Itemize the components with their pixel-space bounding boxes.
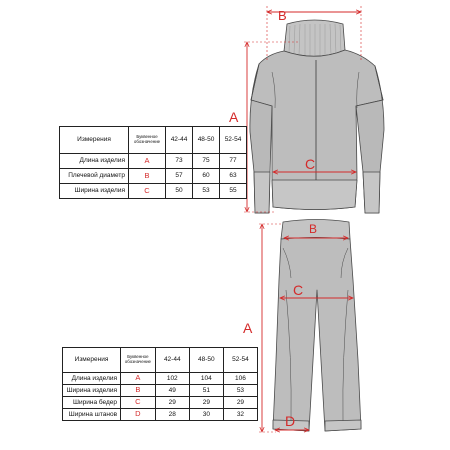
row-letter: B	[129, 169, 166, 184]
header-size-52-54: 52-54	[223, 348, 257, 373]
row-value: 77	[220, 154, 247, 169]
header-size-42-44: 42-44	[155, 348, 189, 373]
row-name: Длина изделия	[60, 154, 129, 169]
row-letter: B	[121, 385, 156, 397]
sweater-illustration	[250, 20, 384, 213]
row-name: Ширина бедер	[63, 397, 121, 409]
header-size-48-50: 48-50	[193, 127, 220, 154]
row-letter: D	[121, 409, 156, 421]
table-row	[63, 373, 258, 385]
table-row	[63, 409, 258, 421]
row-value: 50	[166, 184, 193, 199]
sweater-left-cuff	[254, 172, 270, 213]
row-value: 29	[155, 397, 189, 409]
sweater-label-b: B	[278, 8, 287, 23]
header-measurements: Измерения	[60, 127, 129, 154]
header-measurements: Измерения	[63, 348, 121, 373]
row-value: 102	[155, 373, 189, 385]
header-letter: Буквенное обозначение	[121, 348, 156, 373]
sweater-size-table	[59, 126, 247, 199]
table-row	[60, 184, 247, 199]
sweater-right-cuff	[363, 172, 380, 213]
table-row	[63, 397, 258, 409]
row-value: 57	[166, 169, 193, 184]
row-value: 49	[155, 385, 189, 397]
table-row	[60, 169, 247, 184]
pants-illustration	[273, 220, 361, 432]
row-name: Плечевой диаметр	[60, 169, 129, 184]
pants-label-a: A	[243, 320, 253, 336]
table-row	[60, 154, 247, 169]
row-letter: A	[129, 154, 166, 169]
row-name: Ширина штанов	[63, 409, 121, 421]
row-name: Длина изделия	[63, 373, 121, 385]
row-value: 63	[220, 169, 247, 184]
row-value: 53	[193, 184, 220, 199]
header-size-52-54: 52-54	[220, 127, 247, 154]
table-header-row	[60, 127, 247, 154]
pants-size-table	[62, 347, 258, 421]
row-letter: A	[121, 373, 156, 385]
pants-body	[273, 238, 361, 432]
header-size-48-50: 48-50	[189, 348, 223, 373]
row-value: 29	[223, 397, 257, 409]
row-value: 29	[189, 397, 223, 409]
row-value: 104	[189, 373, 223, 385]
sweater-hem	[272, 180, 357, 210]
row-letter: C	[121, 397, 156, 409]
header-letter: Буквенное обозначение	[129, 127, 166, 154]
sweater-label-a: A	[229, 109, 239, 125]
pants-right-hem	[325, 420, 361, 431]
row-value: 30	[189, 409, 223, 421]
pants-label-b: B	[309, 222, 318, 236]
row-value: 75	[193, 154, 220, 169]
row-value: 73	[166, 154, 193, 169]
row-value: 28	[155, 409, 189, 421]
row-name: Ширина изделия	[63, 385, 121, 397]
header-size-42-44: 42-44	[166, 127, 193, 154]
row-value: 32	[223, 409, 257, 421]
row-value: 106	[223, 373, 257, 385]
row-value: 53	[223, 385, 257, 397]
row-value: 60	[193, 169, 220, 184]
table-row	[63, 385, 258, 397]
pants-label-c: C	[293, 282, 304, 298]
table-header-row	[63, 348, 258, 373]
row-value: 51	[189, 385, 223, 397]
pants-label-d: D	[285, 413, 296, 429]
row-name: Ширина изделия	[60, 184, 129, 199]
row-value: 55	[220, 184, 247, 199]
sweater-label-c: C	[305, 156, 316, 172]
row-letter: C	[129, 184, 166, 199]
